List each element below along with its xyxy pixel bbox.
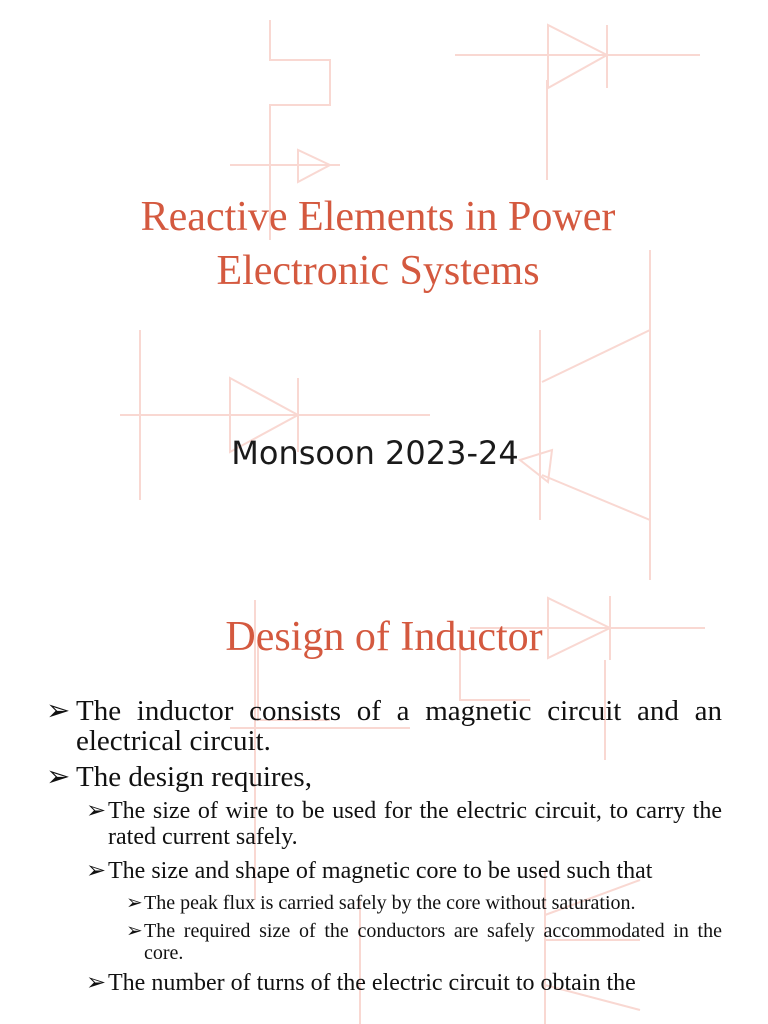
list-item	[46, 762, 722, 792]
slide-title-line-2: Electronic Systems	[216, 248, 540, 294]
section-title: Design of Inductor	[225, 614, 543, 660]
slide-title	[0, 190, 756, 298]
slide-subtitle: Monsoon 2023-24	[231, 434, 519, 472]
list-item-text: The number of turns of the electric circuit to obtain the	[108, 970, 636, 996]
list-item-text: The required size of the conductors are safely accommodated in the core.	[144, 920, 722, 964]
list-item	[86, 858, 722, 884]
arrowhead-bullet-icon: ➢	[86, 970, 107, 996]
arrowhead-bullet-icon: ➢	[86, 798, 107, 824]
list-item	[126, 920, 722, 964]
arrowhead-bullet-icon: ➢	[126, 920, 143, 942]
list-item	[86, 798, 722, 850]
arrowhead-bullet-icon: ➢	[86, 858, 107, 884]
list-item	[46, 696, 722, 756]
list-item-text: The inductor consists of a magnetic circuit and an electrical circuit.	[76, 695, 722, 757]
list-item	[126, 892, 722, 914]
arrowhead-bullet-icon: ➢	[126, 892, 143, 914]
list-item	[86, 970, 722, 996]
list-item-text: The size of wire to be used for the electric circuit, to carry the rated current safely.	[108, 798, 722, 850]
list-item-text: The peak flux is carried safely by the core without saturation.	[144, 892, 636, 914]
arrowhead-bullet-icon: ➢	[46, 761, 71, 793]
list-item-text: The size and shape of magnetic core to be used such that	[108, 858, 653, 884]
slide-title-line-1: Reactive Elements in Power	[140, 194, 616, 240]
list-item-text: The design requires,	[76, 761, 312, 793]
bullet-list	[46, 696, 722, 1004]
arrowhead-bullet-icon: ➢	[46, 695, 71, 727]
